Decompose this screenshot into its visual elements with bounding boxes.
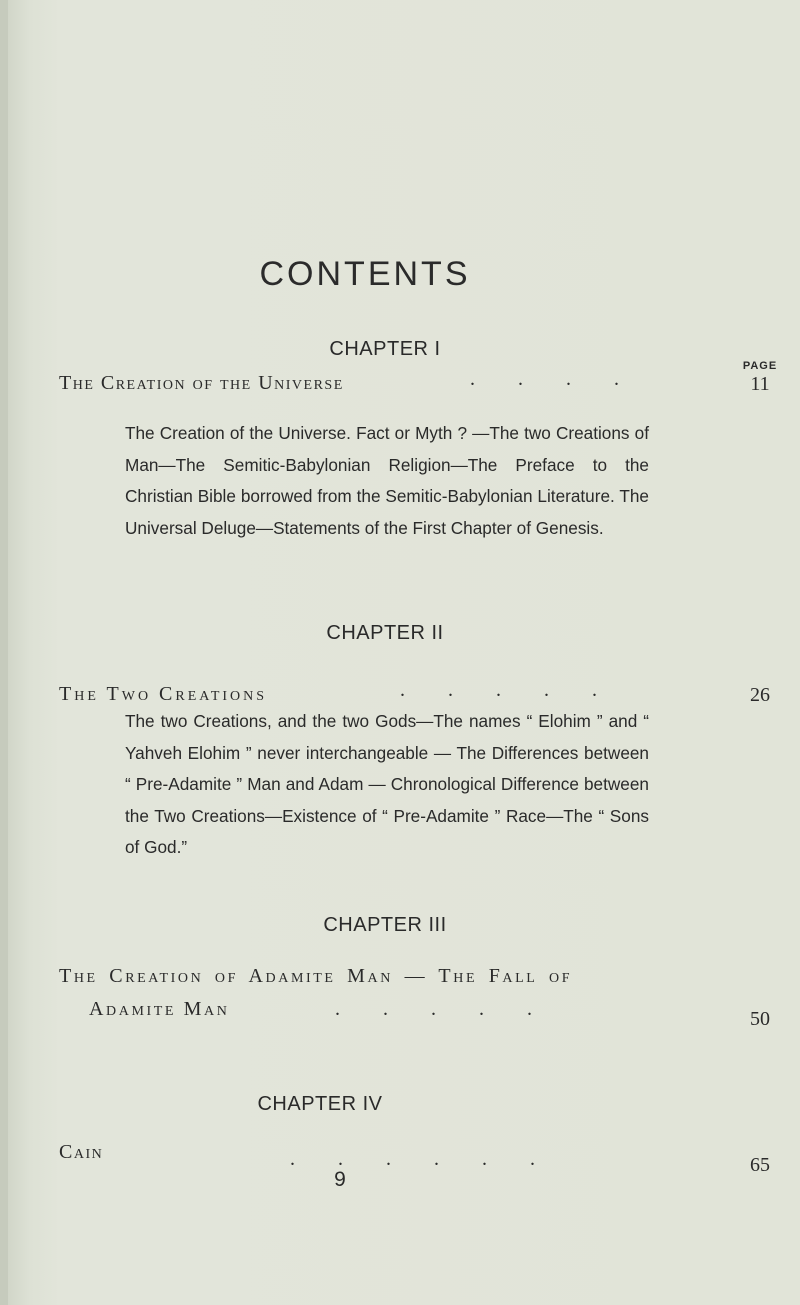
page-title: CONTENTS [259, 255, 471, 293]
chapter-4-label: CHAPTER IV [257, 1093, 383, 1115]
chapter-3-label: CHAPTER III [323, 914, 447, 936]
chapter-4-page: 65 [750, 1154, 770, 1176]
chapter-2-label: CHAPTER II [326, 622, 444, 644]
page-number: 9 [334, 1168, 346, 1191]
chapter-4-leaders: . . . . . . [290, 1148, 535, 1170]
chapter-1-label: CHAPTER I [329, 338, 441, 360]
chapter-4-title: Cain [59, 1141, 104, 1163]
chapter-3-leaders: . . . . . [335, 998, 532, 1020]
page-column-header: PAGE [742, 360, 778, 372]
chapter-1-page: 11 [750, 373, 770, 395]
chapter-3-title-line1: The Creation of Adamite Man — The Fall of [59, 965, 573, 987]
chapter-3-page: 50 [750, 1008, 770, 1030]
chapter-2-title: The Two Creations [59, 683, 268, 705]
chapter-2-leaders: . . . . . [400, 679, 597, 701]
chapter-1-summary: The Creation of the Universe. Fact or Myth ? —The two Creations of Man—The Semitic-Babylonian Religion—The Preface to the Christian Bible borrowed from the Semitic-Babylonian Literature. The Universal Deluge—Statements of the First Chapter of Genesis. [125, 423, 649, 538]
chapter-1-leaders: . . . . [470, 368, 619, 390]
chapter-2-summary: The two Creations, and the two Gods—The names “ Elohim ” and “ Yahveh Elohim ” never interchangeable — The Differences between “ Pre-Adamite ” Man and Adam — Chronological Difference between the Two Creations—Existence of “ Pre-Adamite ” Race—The “ Sons of God.” [125, 711, 649, 857]
chapter-1-title: The Creation of the Universe [59, 372, 344, 394]
chapter-3-title-line2: Adamite Man [89, 998, 230, 1020]
chapter-2-page: 26 [750, 684, 770, 706]
